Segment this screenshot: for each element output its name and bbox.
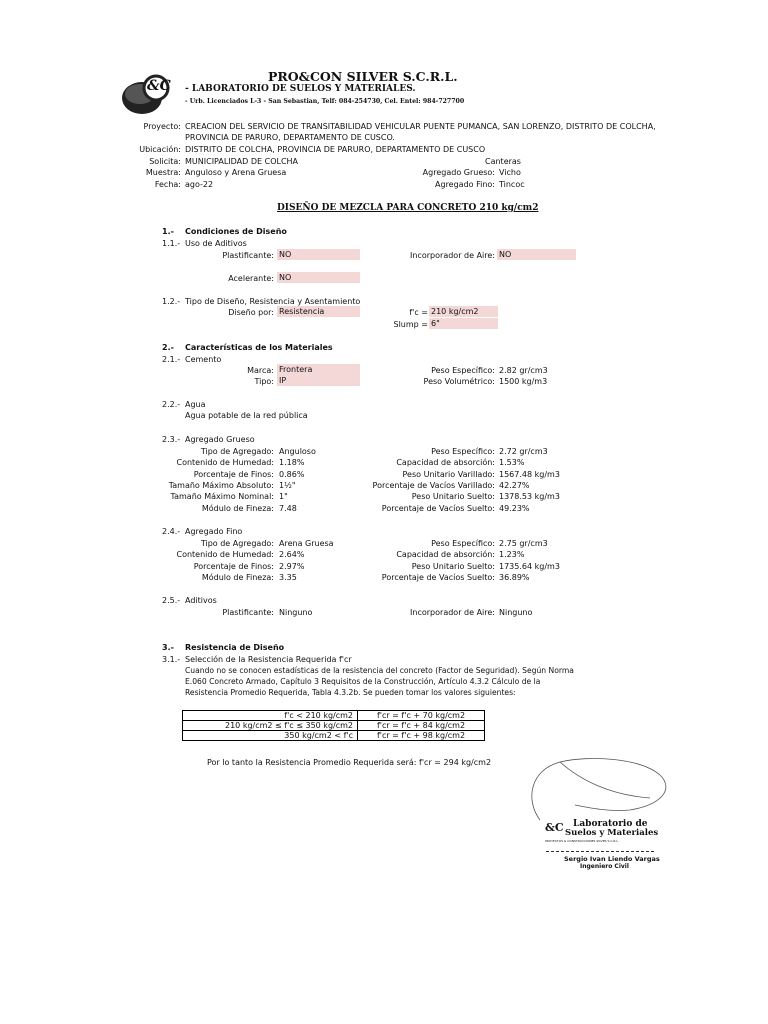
section-1-2-title: Tipo de Diseño, Resistencia y Asentamiento [185, 297, 361, 306]
ubicacion-label: Ubicación: [139, 145, 181, 154]
grueso-left-value: 1.18% [279, 458, 305, 468]
table-cell-fcr: f'cr = f'c + 98 kg/cm2 [358, 731, 485, 741]
stamp-line-3: PROYECTOS & CONSTRUCCIONES SILVER S.C.R.L. [545, 839, 619, 843]
section-2-2-title: Agua [185, 400, 206, 409]
canteras-label: Canteras [485, 157, 521, 166]
grueso-left-label: Tamaño Máximo Nominal: [170, 492, 274, 502]
document-title: DISEÑO DE MEZCLA PARA CONCRETO 210 kg/cm2 [277, 203, 539, 213]
grueso-left-value: 7.48 [279, 503, 297, 513]
muestra-label: Muestra: [145, 168, 181, 177]
grueso-left-label: Tamaño Máximo Absoluto: [168, 480, 274, 490]
section-3-1-title: Selección de la Resistencia Requerida f'cr [185, 655, 352, 664]
plastificante-value: NO [277, 249, 360, 260]
section-2-5-title: Aditivos [185, 596, 217, 605]
signature-line [546, 851, 654, 852]
fino-left-label: Módulo de Fineza: [201, 572, 274, 582]
table-row [183, 721, 485, 731]
fino-left-label: Contenido de Humedad: [176, 550, 274, 560]
fino-right-value: 2.75 gr/cm3 [499, 539, 548, 548]
table-cell-fcr: f'cr = f'c + 84 kg/cm2 [358, 721, 485, 731]
company-name: PRO&CON SILVER S.C.R.L. [268, 69, 458, 84]
tipo-value: IP [277, 375, 360, 386]
agregado-grueso-value: Vicho [499, 168, 521, 177]
grueso-left-value: 1½" [279, 480, 296, 490]
marca-value: Frontera [277, 364, 360, 375]
grueso-left-label: Tipo de Agregado: [200, 447, 274, 456]
fino-right-label: Peso Específico: [431, 539, 495, 548]
table-cell-condition: 210 kg/cm2 ≤ f'c ≤ 350 kg/cm2 [183, 721, 358, 731]
fecha-label: Fecha: [154, 180, 181, 189]
grueso-left-value: Anguloso [279, 447, 316, 456]
table-row [183, 711, 485, 721]
section-2-3-number: 2.3.- [162, 435, 181, 444]
paragraph-line-1: Cuando no se conocen estadísticas de la resistencia del concreto (Factor de Seguridad). Según Norma [185, 666, 574, 675]
muestra-value: Anguloso y Arena Gruesa [185, 168, 287, 177]
section-3-1-number: 3.1.- [162, 655, 181, 664]
grueso-left-label: Módulo de Fineza: [201, 503, 274, 513]
section-2-1-title: Cemento [185, 355, 222, 364]
signer-role: Ingeniero Civil [580, 863, 629, 870]
agregado-grueso-label: Agregado Grueso: [422, 168, 495, 177]
company-logo: &C [120, 74, 172, 116]
grueso-right-value: 1378.53 kg/m3 [499, 492, 560, 502]
ubicacion-value: DISTRITO DE COLCHA, PROVINCIA DE PARURO, DEPARTAMENTO DE CUSCO [185, 145, 486, 154]
agregado-fino-label: Agregado Fino: [435, 180, 495, 189]
aditivo-plastificante-value: Ninguno [279, 608, 313, 617]
section-2-5-number: 2.5.- [162, 596, 181, 605]
grueso-right-value: 2.72 gr/cm3 [499, 447, 548, 456]
grueso-left-label: Porcentaje de Finos: [193, 469, 274, 479]
grueso-left-value: 1" [279, 492, 288, 502]
grueso-right-label: Peso Unitario Varillado: [402, 469, 495, 479]
grueso-right-label: Porcentaje de Vacíos Varillado: [372, 480, 495, 490]
fino-left-label: Tipo de Agregado: [200, 539, 274, 548]
fino-right-value: 1.23% [499, 550, 525, 560]
grueso-left-value: 0.86% [279, 469, 305, 479]
cemento-pe-value: 2.82 gr/cm3 [499, 366, 548, 375]
grueso-right-value: 1.53% [499, 458, 525, 468]
section-1-1-number: 1.1.- [162, 239, 181, 248]
grueso-right-label: Porcentaje de Vacíos Suelto: [381, 503, 495, 513]
proyecto-line2: PROVINCIA DE PARURO, DEPARTAMENTO DE CUSCO. [185, 133, 395, 142]
fino-left-value: Arena Gruesa [279, 539, 334, 548]
cemento-pv-label: Peso Volumétrico: [423, 377, 495, 386]
fino-right-label: Peso Unitario Suelto: [411, 561, 495, 571]
table-cell-fcr: f'cr = f'c + 70 kg/cm2 [358, 711, 485, 721]
plastificante-label: Plastificante: [222, 251, 274, 260]
section-3-number: 3.- [162, 643, 174, 652]
grueso-right-label: Peso Específico: [431, 447, 495, 456]
stamp-line-2: Suelos y Materiales [565, 828, 659, 838]
fc-value: 210 kg/cm2 [429, 306, 498, 317]
slump-value: 6" [429, 318, 498, 329]
agua-text: Agua potable de la red pública [185, 411, 308, 420]
fino-left-value: 3.35 [279, 572, 297, 582]
stamp-logo-icon: &C [545, 821, 564, 834]
tipo-label: Tipo: [254, 377, 274, 386]
fino-left-value: 2.97% [279, 561, 305, 571]
disenio-label: Diseño por: [228, 308, 274, 317]
section-2-4-title: Agregado Fino [185, 527, 243, 536]
acelerante-label: Acelerante: [228, 274, 274, 283]
disenio-value: Resistencia [277, 306, 360, 317]
marca-label: Marca: [247, 366, 274, 375]
resistance-table [182, 710, 485, 741]
aditivo-incorporador-value: Ninguno [499, 608, 533, 617]
section-1-number: 1.- [162, 227, 174, 236]
paragraph-line-3: Resistencia Promedio Requerida, Tabla 4.3.2b. Se pueden tomar los valores siguientes: [185, 688, 516, 697]
lab-name: - LABORATORIO DE SUELOS Y MATERIALES. [185, 84, 416, 94]
fino-left-label: Porcentaje de Finos: [193, 561, 274, 571]
grueso-right-label: Capacidad de absorción: [396, 458, 495, 468]
solicita-value: MUNICIPALIDAD DE COLCHA [185, 157, 299, 166]
incorporador-value: NO [497, 249, 576, 260]
proyecto-label: Proyecto: [143, 122, 181, 131]
grueso-right-label: Peso Unitario Suelto: [411, 492, 495, 502]
cemento-pe-label: Peso Específico: [431, 366, 495, 375]
slump-label: Slump = [393, 320, 428, 329]
fecha-value: ago-22 [185, 180, 214, 189]
section-2-title: Características de los Materiales [185, 343, 333, 352]
section-2-1-number: 2.1.- [162, 355, 181, 364]
grueso-right-value: 1567.48 kg/m3 [499, 469, 560, 479]
aditivo-plastificante-label: Plastificante: [222, 608, 274, 617]
fino-right-value: 36.89% [499, 572, 530, 582]
section-2-4-number: 2.4.- [162, 527, 181, 536]
grueso-right-value: 49.23% [499, 503, 530, 513]
incorporador-label: Incorporador de Aire: [410, 251, 495, 260]
fc-label: f'c = [409, 308, 428, 317]
signer-name: Sergio Ivan Liendo Vargas [564, 855, 660, 863]
section-3-title: Resistencia de Diseño [185, 643, 285, 652]
company-address: - Urb. Licenciados L-3 - San Sebastian, Telf: 084-254730, Cel. Entel: 984-727700 [185, 98, 465, 105]
section-2-number: 2.- [162, 343, 174, 352]
paragraph-line-2: E.060 Concreto Armado, Capítulo 3 Requisitos de la Construcción, Artículo 4.3.2 Cálculo de la [185, 677, 541, 686]
table-cell-condition: f'c < 210 kg/cm2 [183, 711, 358, 721]
section-1-1-title: Uso de Aditivos [185, 239, 247, 248]
grueso-right-value: 42.27% [499, 480, 530, 490]
acelerante-value: NO [277, 272, 360, 283]
section-1-title: Condiciones de Diseño [185, 227, 287, 236]
solicita-label: Solicita: [149, 157, 181, 166]
fino-right-value: 1735.64 kg/m3 [499, 561, 560, 571]
resistance-result: Por lo tanto la Resistencia Promedio Requerida será: f'cr = 294 kg/cm2 [207, 758, 492, 767]
table-cell-condition: 350 kg/cm2 < f'c [183, 731, 358, 741]
section-2-3-title: Agregado Grueso [185, 435, 255, 444]
section-1-2-number: 1.2.- [162, 297, 181, 306]
stamp-line-1: Laboratorio de [573, 819, 648, 829]
lab-stamp [543, 819, 661, 845]
proyecto-line1: CREACION DEL SERVICIO DE TRANSITABILIDAD VEHICULAR PUENTE PUMANCA, SAN LORENZO, DISTRITO DE COLCHA, [185, 122, 656, 131]
fino-right-label: Porcentaje de Vacíos Suelto: [381, 572, 495, 582]
agregado-fino-value: Tincoc [499, 180, 525, 189]
cemento-pv-value: 1500 kg/m3 [499, 377, 548, 386]
fino-left-value: 2.64% [279, 550, 305, 560]
table-row [183, 731, 485, 741]
grueso-left-label: Contenido de Humedad: [176, 458, 274, 468]
aditivo-incorporador-label: Incorporador de Aire: [410, 608, 495, 617]
section-2-2-number: 2.2.- [162, 400, 181, 409]
fino-right-label: Capacidad de absorción: [396, 550, 495, 560]
